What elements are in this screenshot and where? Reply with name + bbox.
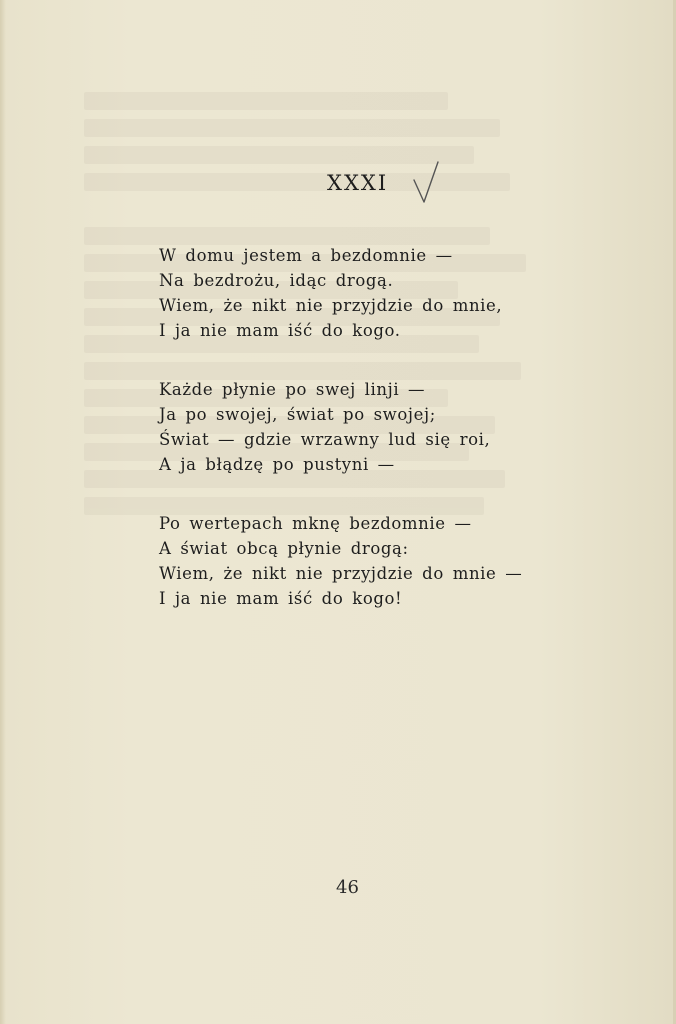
poem-line: Po wertepach mknę bezdomnie — — [159, 514, 472, 533]
poem-line: A świat obcą płynie drogą: — [159, 539, 409, 558]
poem-line: A ja błądzę po pustyni — — [159, 455, 395, 474]
poem-line: Na bezdrożu, idąc drogą. — [159, 271, 394, 290]
poem-body — [159, 243, 579, 645]
check-mark-icon — [410, 160, 442, 204]
poem-line: W domu jestem a bezdomnie — — [159, 246, 453, 265]
poem-line: Każde płynie po swej linji — — [159, 380, 426, 399]
stanza-2 — [159, 377, 579, 477]
poem-line: Ja po swojej, świat po swojej; — [159, 405, 436, 424]
page-number: 46 — [336, 877, 359, 898]
poem-line: I ja nie mam iść do kogo. — [159, 321, 401, 340]
poem-line: Wiem, że nikt nie przyjdzie do mnie, — [159, 296, 503, 315]
poem-title: XXXI — [327, 171, 389, 195]
page-edge-shadow — [0, 0, 6, 1024]
poem-line: I ja nie mam iść do kogo! — [159, 589, 403, 608]
poem-line: Świat — gdzie wrzawny lud się roi, — [159, 430, 491, 449]
stanza-1 — [159, 243, 579, 343]
stanza-3 — [159, 511, 579, 611]
poem-line: Wiem, że nikt nie przyjdzie do mnie — — [159, 564, 523, 583]
